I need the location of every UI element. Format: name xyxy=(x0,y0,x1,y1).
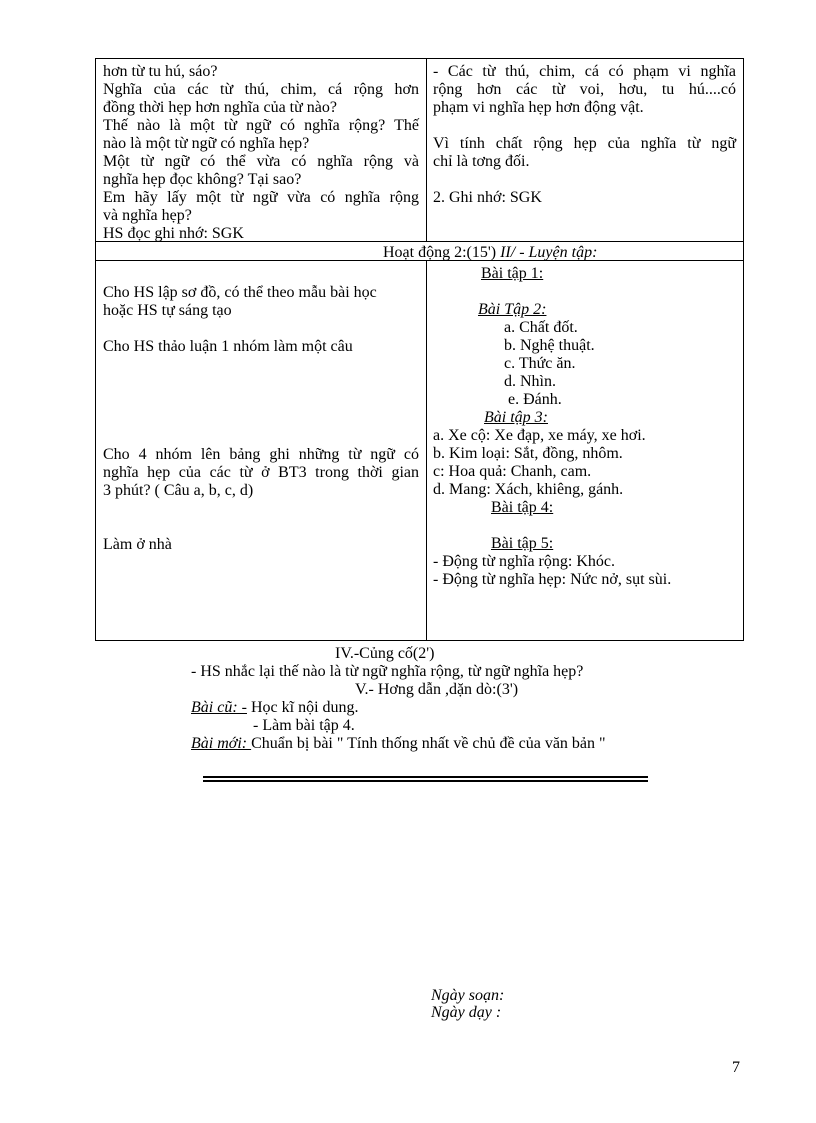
answer-line: phạm vi nghĩa hẹp hơn động vật. xyxy=(433,99,644,116)
answer-line: chỉ là tơng đối. xyxy=(433,153,530,170)
page-number: 7 xyxy=(732,1059,740,1076)
instruction-line: Cho HS lập sơ đồ, có thể theo mẫu bài học xyxy=(103,284,377,301)
question-line: Em hãy lấy một từ ngữ vừa có nghĩa rộng xyxy=(103,189,419,206)
bai-cu-label: Bài cũ: - xyxy=(191,699,247,716)
instruction-line: nghĩa hẹp của các từ ở BT3 trong thời gian xyxy=(103,464,419,481)
answer-line: - Các từ thú, chim, cá có phạm vi nghĩa xyxy=(433,63,736,80)
instruction-line: Làm ở nhà xyxy=(103,536,172,553)
huong-dan-heading: V.- Hơng dẫn ,dặn dò:(3') xyxy=(355,681,519,698)
exercise-5-item: - Động từ nghĩa hẹp: Nức nở, sụt sùi. xyxy=(433,571,672,588)
instruction-line: Cho HS thảo luận 1 nhóm làm một câu xyxy=(103,338,353,355)
table-column-divider-2 xyxy=(426,260,427,641)
exercise-2-heading: Bài Tập 2: xyxy=(478,301,547,318)
exercise-1-heading: Bài tập 1: xyxy=(481,265,544,282)
cung-co-heading: IV.-Củng cố(2') xyxy=(335,645,435,662)
question-line: và nghĩa hẹp? xyxy=(103,207,192,224)
activity-header-label: Hoạt động 2:(15') xyxy=(383,244,501,261)
question-line: Thế nào là một từ ngữ có nghĩa rộng? Thế xyxy=(103,117,419,134)
cung-co-text: - HS nhắc lại thế nào là từ ngữ nghĩa rộng, từ ngữ nghĩa hẹp? xyxy=(191,663,584,680)
exercise-2-item: d. Nhìn. xyxy=(504,373,556,390)
exercise-3-heading: Bài tập 3: xyxy=(484,409,548,426)
bai-cu-line xyxy=(191,699,359,717)
table-border-top xyxy=(95,58,744,59)
instruction-line: hoặc HS tự sáng tạo xyxy=(103,302,232,319)
bai-moi-line xyxy=(191,735,606,753)
instruction-line: 3 phút? ( Câu a, b, c, d) xyxy=(103,482,254,499)
question-line: Một từ ngữ có thể vừa có nghĩa rộng và xyxy=(103,153,419,170)
exercise-4-heading: Bài tập 4: xyxy=(491,499,554,516)
ngay-soan-label: Ngày soạn: xyxy=(431,987,505,1004)
bai-cu-text: Học kĩ nội dung. xyxy=(246,699,359,716)
exercise-3-item: c: Hoa quả: Chanh, cam. xyxy=(433,463,592,480)
question-line: đồng thời hẹp hơn nghĩa của từ nào? xyxy=(103,99,337,116)
ngay-day-label: Ngày dạy : xyxy=(431,1004,502,1021)
exercise-2-item: a. Chất đốt. xyxy=(504,319,578,336)
table-column-divider-1 xyxy=(426,58,427,241)
question-line: HS đọc ghi nhớ: SGK xyxy=(103,225,244,242)
question-line: nghĩa hẹp đọc không? Tại sao? xyxy=(103,171,302,188)
exercise-5-heading: Bài tập 5: xyxy=(491,535,554,552)
exercise-5-item: - Động từ nghĩa rộng: Khóc. xyxy=(433,553,615,570)
double-rule-bottom xyxy=(203,780,648,782)
activity-header-section: II/ - Luyện tập: xyxy=(500,244,598,261)
table-border-left xyxy=(95,58,96,641)
question-line: Nghĩa của các từ thú, chim, cá rộng hơn xyxy=(103,81,419,98)
question-line: nào là một từ ngữ có nghĩa hẹp? xyxy=(103,135,310,152)
exercise-3-item: a. Xe cộ: Xe đạp, xe máy, xe hơi. xyxy=(433,427,646,444)
activity-header xyxy=(383,244,597,262)
bai-moi-label: Bài mới: xyxy=(191,735,252,752)
exercise-2-item: c. Thức ăn. xyxy=(504,355,576,372)
exercise-3-item: b. Kim loại: Sắt, đồng, nhôm. xyxy=(433,445,623,462)
ghi-nho-line: 2. Ghi nhớ: SGK xyxy=(433,189,542,206)
bai-cu-line-2: - Làm bài tập 4. xyxy=(253,717,355,734)
answer-line: Vì tính chất rộng hẹp của nghĩa từ ngữ xyxy=(433,135,736,152)
bai-moi-text: Chuẩn bị bài " Tính thống nhất về chủ đề của văn bản " xyxy=(251,735,606,752)
table-border-right xyxy=(743,58,744,641)
table-border-bottom xyxy=(95,640,744,641)
answer-line: rộng hơn các từ voi, hơu, tu hú....có xyxy=(433,81,736,98)
exercise-3-item: d. Mang: Xách, khiêng, gánh. xyxy=(433,481,624,498)
exercise-2-item: b. Nghệ thuật. xyxy=(504,337,595,354)
exercise-2-item: e. Đánh. xyxy=(508,391,562,408)
double-rule-top xyxy=(203,776,648,778)
instruction-line: Cho 4 nhóm lên bảng ghi những từ ngữ có xyxy=(103,446,419,463)
question-line: hơn từ tu hú, sáo? xyxy=(103,63,218,80)
